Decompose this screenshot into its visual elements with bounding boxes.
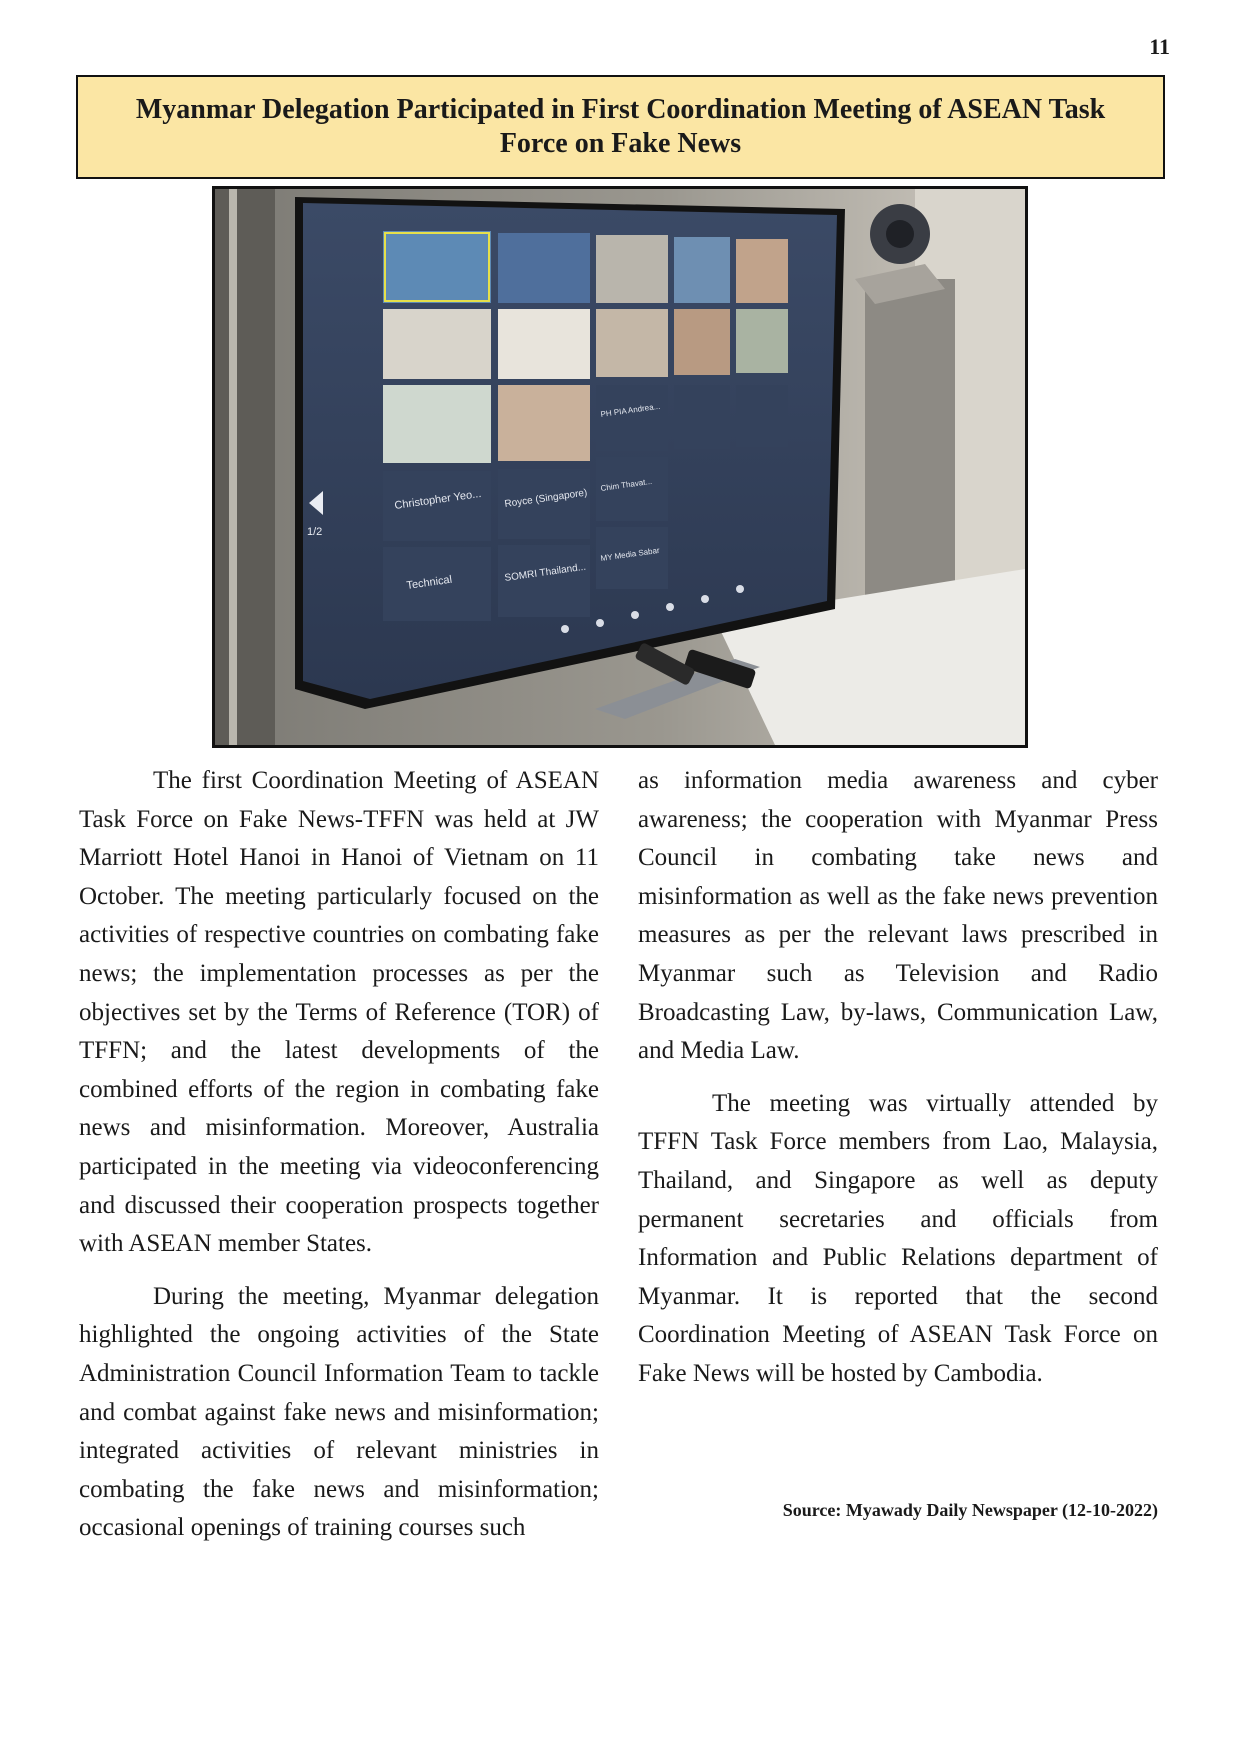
article-column-left — [79, 762, 599, 1562]
page-number: 11 — [1149, 34, 1170, 59]
participant-name: MY Media Sabar — [600, 545, 661, 563]
participant-name: Chim Thavat... — [600, 476, 653, 493]
source-citation: Source: Myawady Daily Newspaper (12-10-2022) — [782, 1500, 1158, 1520]
participant-name: Royce (Singapore) — [503, 487, 588, 510]
article-photo — [212, 186, 1028, 748]
participant-name: Christopher Yeo... — [393, 487, 483, 512]
paragraph: The first Coordination Meeting of ASEAN Task Force on Fake News-TFFN was held at JW Marriott Hotel Hanoi in Hanoi of Vietnam on 11 October. The meeting particularly focused on the activities of respective countries on combating fake news; the implementation processes as per the objectives set by the Terms of Reference (TOR) of TFFN; and the latest developments of the combined efforts of the region in combating fake news and misinformation. Moreover, Australia participated in the meeting via videoconferencing and discussed their cooperation prospects together with ASEAN member States. — [79, 767, 599, 1258]
participant-name: PH PIA Andrea... — [600, 401, 661, 419]
paragraph: During the meeting, Myanmar delegation highlighted the ongoing activities of the State Administration Council Information Team to tackle and combat against fake news and misinformation; integrated activities of relevant ministries in combating the fake news and misinformation; occasional openings of training courses such — [79, 1282, 599, 1542]
page-indicator: 1/2 — [307, 526, 323, 538]
paragraph: The meeting was virtually attended by TFFN Task Force members from Lao, Malaysia, Thailand, and Singapore as well as deputy permanent secretaries and officials from Information and Public Relations department of Myanmar. It is reported that the second Coordination Meeting of ASEAN Task Force on Fake News will be hosted by Cambodia. — [638, 1089, 1158, 1387]
participant-name: SOMRI Thailand... — [503, 561, 587, 584]
title-box — [76, 75, 1165, 179]
participant-name: Technical — [405, 573, 453, 592]
paragraph: as information media awareness and cyber awareness; the cooperation with Myanmar Press Council in combating take news and misinformation as well as the fake news prevention measures as per the relevant laws prescribed in Myanmar such as Television and Radio Broadcasting Law, by-laws, Communication Law, and Media Law. — [638, 767, 1158, 1065]
article-title: Myanmar Delegation Participated in First Coordination Meeting of ASEAN Task Force on Fake News — [135, 94, 1106, 159]
article-column-right — [638, 762, 1158, 1408]
